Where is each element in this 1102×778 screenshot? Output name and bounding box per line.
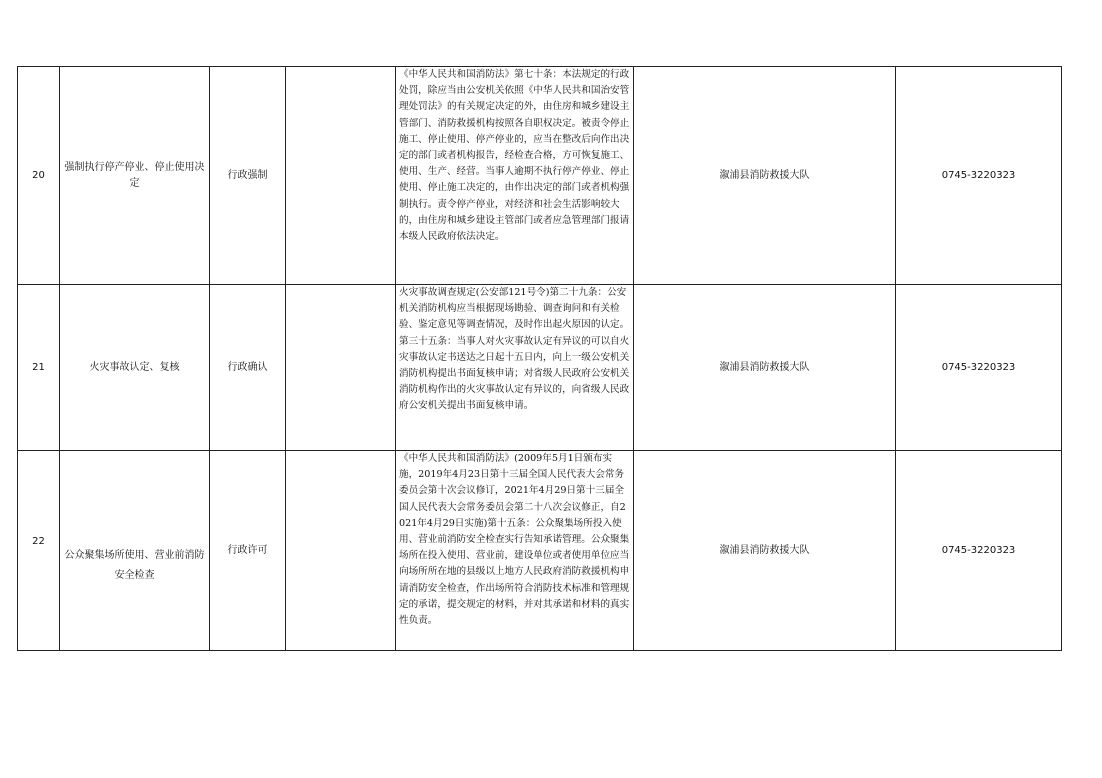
item-name: 公众聚集场所使用、营业前消防安全检查	[64, 549, 205, 581]
item-type: 行政确认	[210, 285, 286, 451]
blank-cell	[286, 451, 396, 651]
legal-basis: 《中华人民共和国消防法》第七十条：本法规定的行政处罚，除应当由公安机关依照《中华人民共和国治安管理处罚法》的有关规定决定的外，由住房和城乡建设主管部门、消防救援机构按照各自职权决定。被责令停止施工、停止使用、停产停业的，应当在整改后向作出决定的部门或者机构报告，经检查合格，方可恢复施工、使用、生产、经营。当事人逾期不执行停产停业、停止使用、停止施工决定的，由作出决定的部门或者机构强制执行。责令停产停业，对经济和社会生活影响较大的，由住房和城乡建设主管部门或者应急管理部门报请本级人民政府依法决定。	[396, 67, 634, 285]
item-name-cell	[60, 451, 210, 651]
contact-phone: 0745-3220323	[896, 451, 1062, 651]
table-row	[18, 67, 1062, 285]
blank-cell	[286, 67, 396, 285]
table-row	[18, 451, 1062, 651]
responsible-department: 溆浦县消防救援大队	[634, 285, 896, 451]
item-name: 火灾事故认定、复核	[60, 285, 210, 451]
blank-cell	[286, 285, 396, 451]
legal-basis: 火灾事故调查规定(公安部121号令)第二十九条：公安机关消防机构应当根据现场勘验、调查询问和有关检验、鉴定意见等调查情况，及时作出起火原因的认定。第三十五条：当事人对火灾事故认定有异议的可以自火灾事故认定书送达之日起十五日内，向上一级公安机关消防机构提出书面复核申请；对省级人民政府公安机关消防机构作出的火灾事故认定有异议的，向省级人民政府公安机关提出书面复核申请。	[396, 285, 634, 451]
row-number: 21	[18, 285, 60, 451]
row-number: 22	[32, 535, 45, 547]
contact-phone: 0745-3220323	[896, 67, 1062, 285]
item-type: 行政强制	[210, 67, 286, 285]
responsible-department: 溆浦县消防救援大队	[634, 451, 896, 651]
row-number-cell	[18, 451, 60, 651]
matters-table	[17, 66, 1062, 651]
responsible-department: 溆浦县消防救援大队	[634, 67, 896, 285]
table-row	[18, 285, 1062, 451]
row-number: 20	[18, 67, 60, 285]
item-name: 强制执行停产停业、停止使用决定	[60, 67, 210, 285]
item-type: 行政许可	[210, 451, 286, 651]
contact-phone: 0745-3220323	[896, 285, 1062, 451]
legal-basis: 《中华人民共和国消防法》(2009年5月1日颁布实施，2019年4月23日第十三届全国人民代表大会常务委员会第十次会议修订，2021年4月29日第十三届全国人民代表大会常务委员会第二十八次会议修正，自2021年4月29日实施)第十五条：公众聚集场所投入使用、营业前消防安全检查实行告知承诺管理。公众聚集场所在投入使用、营业前，建设单位或者使用单位应当向场所所在地的县级以上地方人民政府消防救援机构申请消防安全检查，作出场所符合消防技术标准和管理规定的承诺，提交规定的材料，并对其承诺和材料的真实性负责。	[396, 451, 634, 651]
